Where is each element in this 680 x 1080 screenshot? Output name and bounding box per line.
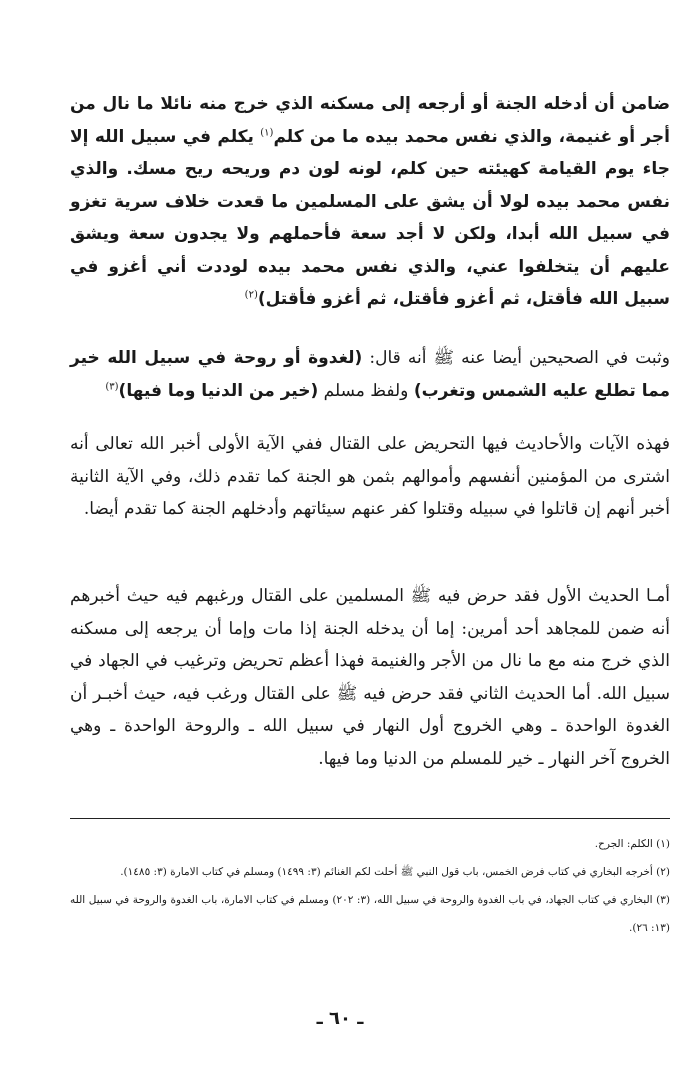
footnote-3: (٣) البخاري في كتاب الجهاد، في باب الغدوة والروحة في سبيل الله، (٣: ٢٠٢) ومسلم في كتاب الامارة، باب الغدوة والروحة في سبيل الله (١٣: ٢٦). xyxy=(70,894,670,934)
page-number: ـ ٦٠ ـ xyxy=(316,1008,364,1029)
footnote-divider xyxy=(70,818,670,819)
hadith-quote-part2: يكلم في سبيل الله إلا جاء يوم القيامة كهيئته حين كلم، لونه لون دم وريحه ريح مسك. والذي نفس محمد بيده لولا أن يشق على المسلمين ما قعدت خلاف سرية تغزو في سبيل الله أبدا، ولكن لا أجد سعة فأحملهم ولا يجدون سعة ويشق عليهم أن يتخلفوا عني، والذي نفس محمد بيده لوددت أني أغزو في سبيل الله فأقتل، ثم أغزو فأقتل، ثم أغزو فأقتل) xyxy=(70,126,670,309)
footnote-ref-3: (٣) xyxy=(105,380,119,392)
sahihain-quote: (لغدوة أو روحة في سبيل الله خير مما تطلع عليه الشمس وتغرب) xyxy=(70,348,670,401)
footnotes xyxy=(70,830,670,942)
footnote-ref-2: (٢) xyxy=(244,289,258,301)
footnote-1: (١) الكلم: الجرح. xyxy=(594,838,670,850)
muslim-quote: (خير من الدنيا وما فيها) xyxy=(118,380,319,401)
paragraph-sahihain xyxy=(70,342,670,407)
footnote-2: (٢) أخرجه البخاري في كتاب فرض الخمس، باب قول النبي ﷺ أحلت لكم الغنائم (٣: ١٤٩٩) ومسلم في كتاب الامارة (٣: ١٤٨٥). xyxy=(120,866,670,878)
sahihain-intro: وثبت في الصحيحين أيضا عنه ﷺ أنه قال: xyxy=(362,348,670,368)
paragraph-commentary-hadith: أمـا الحديث الأول فقد حرض فيه ﷺ المسلمين على القتال ورغبهم فيه حيث أخبرهم أنه ضمن للمجاهد أحد أمرين: إما أن يدخله الجنة إذا مات وإما أن يرجعه إلى مسكنه الذي خرج منه مع ما نال من الأجر والغنيمة فهذا أعظم تحريض وترغيب في الجهاد في سبيل الله. أما الحديث الثاني فقد حرض فيه ﷺ على القتال ورغب فيه، حيث أخبـر أن الغدوة الواحدة ـ وهي الخروج أول النهار في سبيل الله ـ والروحة الواحدة ـ وهي الخروج آخر النهار ـ خير للمسلم من الدنيا وما فيها. xyxy=(70,586,670,769)
sahihain-middle: ولفظ مسلم xyxy=(318,380,414,401)
paragraph-hadith-quote xyxy=(70,88,670,316)
paragraph-commentary-verses: فهذه الآيات والأحاديث فيها التحريض على القتال ففي الآية الأولى أخبر الله تعالى أنه اشترى من المؤمنين أنفسهم وأموالهم بثمن هو الجنة كما تقدم ذلك، وفي الآية الثانية أخبر أنهم إن قاتلوا في سبيله وقتلوا كفر عنهم سيئاتهم وأدخلهم الجنة كما تقدم أيضا. xyxy=(70,434,670,519)
footnote-ref-1: (١) xyxy=(260,126,274,138)
hadith-quote-part1: ضامن أن أدخله الجنة أو أرجعه إلى مسكنه الذي خرج منه نائلا ما نال من أجر أو غنيمة، والذي نفس محمد بيده ما من كلم xyxy=(70,94,671,147)
